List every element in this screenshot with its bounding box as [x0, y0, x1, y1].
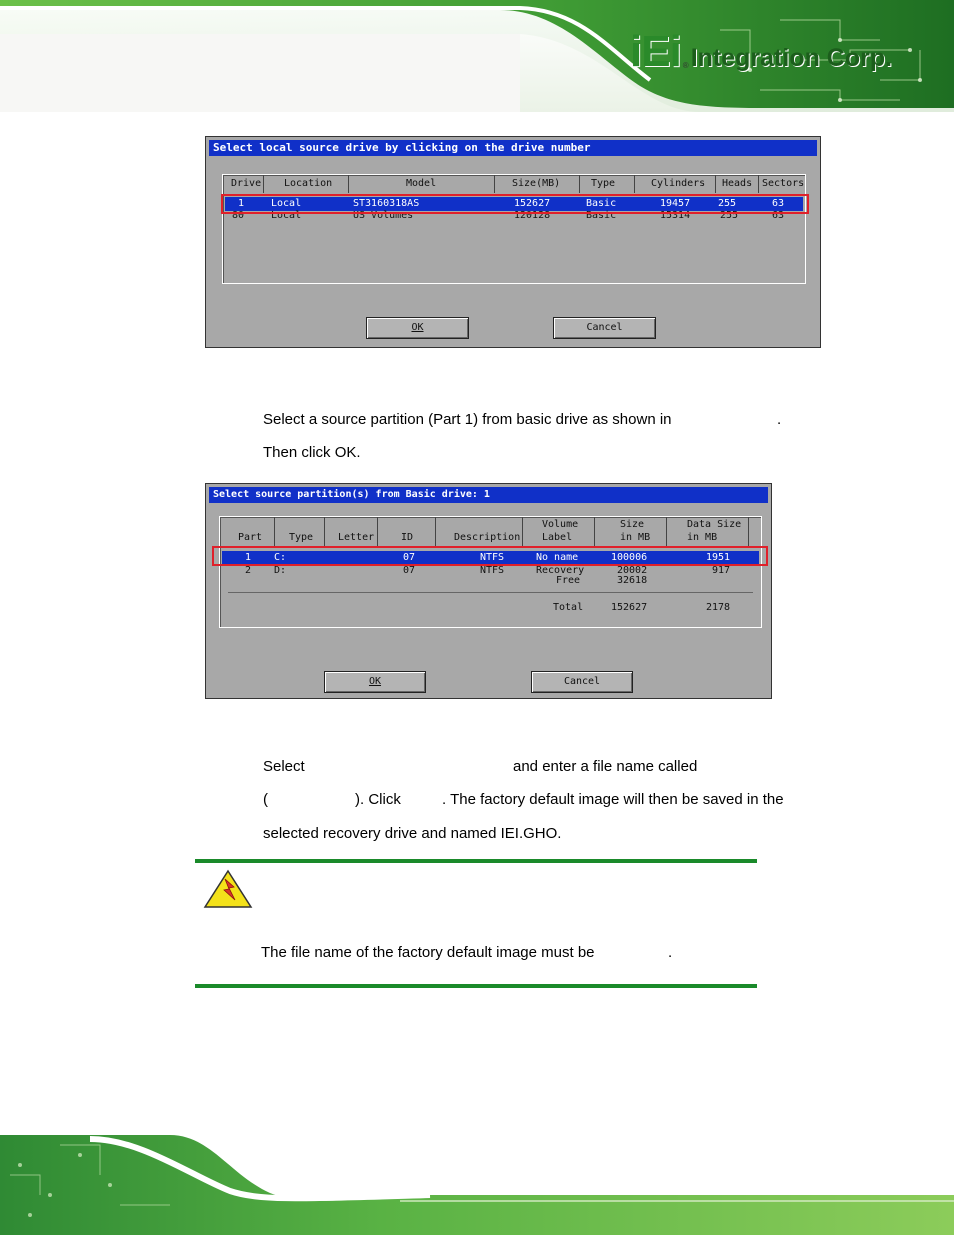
cell-drive[interactable]: 1 — [238, 198, 245, 209]
col-heads: Heads — [722, 178, 753, 189]
cell-type[interactable]: Basic — [586, 198, 617, 209]
col-size-unit: in MB — [620, 532, 651, 543]
col-data-size: Data Size — [687, 519, 742, 530]
cell-model[interactable]: ST3160318AS — [353, 198, 420, 209]
cell-type[interactable]: C: — [274, 552, 287, 563]
cell-sectors[interactable]: 63 — [772, 210, 785, 221]
col-separator — [522, 517, 523, 547]
instruction-line — [263, 411, 672, 429]
col-description: Description — [454, 532, 521, 543]
cell-cylinders[interactable]: 15314 — [660, 210, 691, 221]
col-separator — [348, 175, 349, 193]
highlight-box — [212, 546, 768, 566]
cell-cylinders[interactable]: 19457 — [660, 198, 691, 209]
cell-drive[interactable]: 80 — [232, 210, 245, 221]
step-text-2a: ( — [263, 791, 268, 808]
cell-size[interactable]: 100006 — [611, 552, 648, 563]
cell-location[interactable]: Local — [271, 198, 302, 209]
col-separator — [324, 517, 325, 547]
note-period: . — [668, 944, 673, 961]
col-separator — [594, 517, 595, 547]
warning-icon — [203, 869, 253, 909]
source-drive-dialog — [205, 136, 821, 348]
cell-part[interactable]: 1 — [245, 552, 252, 563]
dialog-title: Select source partition(s) from Basic drive: 1 — [209, 487, 768, 503]
header-banner — [0, 0, 954, 112]
col-data-size-unit: in MB — [687, 532, 718, 543]
cell-description[interactable]: NTFS — [480, 565, 505, 576]
cell-sectors[interactable]: 63 — [772, 198, 785, 209]
highlight-box — [221, 194, 809, 214]
col-type: Type — [591, 178, 616, 189]
dialog-title: Select local source drive by clicking on the drive number — [209, 140, 817, 156]
cell-heads[interactable]: 255 — [718, 198, 737, 209]
cell-id[interactable]: 07 — [403, 565, 416, 576]
step-text-1a: Select — [263, 758, 305, 775]
logo-mark: iEi — [630, 27, 681, 76]
registered-mark: ® — [682, 61, 689, 70]
col-separator — [263, 175, 264, 193]
col-volume-label: Label — [542, 532, 573, 543]
total-data-size: 2178 — [706, 602, 731, 613]
company-logo — [630, 27, 893, 76]
partition-list — [219, 516, 762, 628]
total-divider — [228, 592, 753, 593]
note-top-rule — [195, 859, 757, 863]
free-label: Free — [556, 575, 581, 586]
cell-type[interactable]: Basic — [586, 210, 617, 221]
total-size: 152627 — [611, 602, 648, 613]
col-separator — [748, 517, 749, 547]
col-separator — [579, 175, 580, 193]
cancel-button[interactable] — [531, 671, 633, 693]
ok-button[interactable] — [324, 671, 426, 693]
col-location: Location — [284, 178, 333, 189]
col-size: Size — [620, 519, 645, 530]
col-size: Size(MB) — [512, 178, 561, 189]
col-separator — [274, 517, 275, 547]
col-separator — [715, 175, 716, 193]
step-text-3: selected recovery drive and named IEI.GHO. — [263, 825, 562, 842]
cell-volume-label[interactable]: No name — [536, 552, 579, 563]
col-separator — [377, 517, 378, 547]
cell-heads[interactable]: 255 — [720, 210, 739, 221]
cell-size[interactable]: 20002 — [617, 565, 648, 576]
col-separator — [494, 175, 495, 193]
instruction-period: . — [777, 411, 782, 428]
col-separator — [758, 175, 759, 193]
ok-label: OK — [368, 676, 382, 687]
col-letter: Letter — [338, 532, 375, 543]
logo-text: Integration Corp. — [690, 44, 893, 72]
cell-id[interactable]: 07 — [403, 552, 416, 563]
ok-button[interactable] — [366, 317, 469, 339]
cancel-button[interactable] — [553, 317, 656, 339]
cell-data-size[interactable]: 917 — [712, 565, 731, 576]
cell-type[interactable]: D: — [274, 565, 287, 576]
drive-list — [222, 174, 806, 284]
source-partition-dialog — [205, 483, 772, 699]
cell-part[interactable]: 2 — [245, 565, 252, 576]
instruction-line-2: Then click OK. — [263, 444, 361, 461]
cancel-label: Cancel — [563, 676, 601, 687]
footer-decoration — [0, 1135, 954, 1235]
free-value: 32618 — [617, 575, 648, 586]
col-volume: Volume — [542, 519, 579, 530]
col-model: Model — [406, 178, 437, 189]
col-cylinders: Cylinders — [651, 178, 706, 189]
col-drive: Drive — [231, 178, 262, 189]
cell-description[interactable]: NTFS — [480, 552, 505, 563]
step-text-2c: . The factory default image will then be saved in the — [442, 791, 784, 808]
cell-volume-label[interactable]: Recovery — [536, 565, 585, 576]
step-text-1b: and enter a file name called — [513, 758, 698, 775]
cancel-label: Cancel — [586, 322, 623, 333]
cell-model[interactable]: US Volumes — [353, 210, 414, 221]
total-label: Total — [553, 602, 584, 613]
footer-banner — [0, 1135, 954, 1235]
ok-label: OK — [411, 322, 424, 333]
cell-size[interactable]: 120128 — [514, 210, 551, 221]
cell-data-size[interactable]: 1951 — [706, 552, 731, 563]
col-type: Type — [289, 532, 314, 543]
instruction-text: Select a source partition (Part 1) from basic drive as shown in — [263, 411, 672, 428]
note-bottom-rule — [195, 984, 757, 988]
cell-size[interactable]: 152627 — [514, 198, 551, 209]
col-separator — [666, 517, 667, 547]
col-separator — [634, 175, 635, 193]
cell-location[interactable]: Local — [271, 210, 302, 221]
col-part: Part — [238, 532, 263, 543]
col-sectors: Sectors — [762, 178, 805, 189]
step-text-2b: ). Click — [355, 791, 401, 808]
col-id: ID — [401, 532, 414, 543]
note-text: The file name of the factory default image must be — [261, 944, 595, 961]
col-separator — [435, 517, 436, 547]
